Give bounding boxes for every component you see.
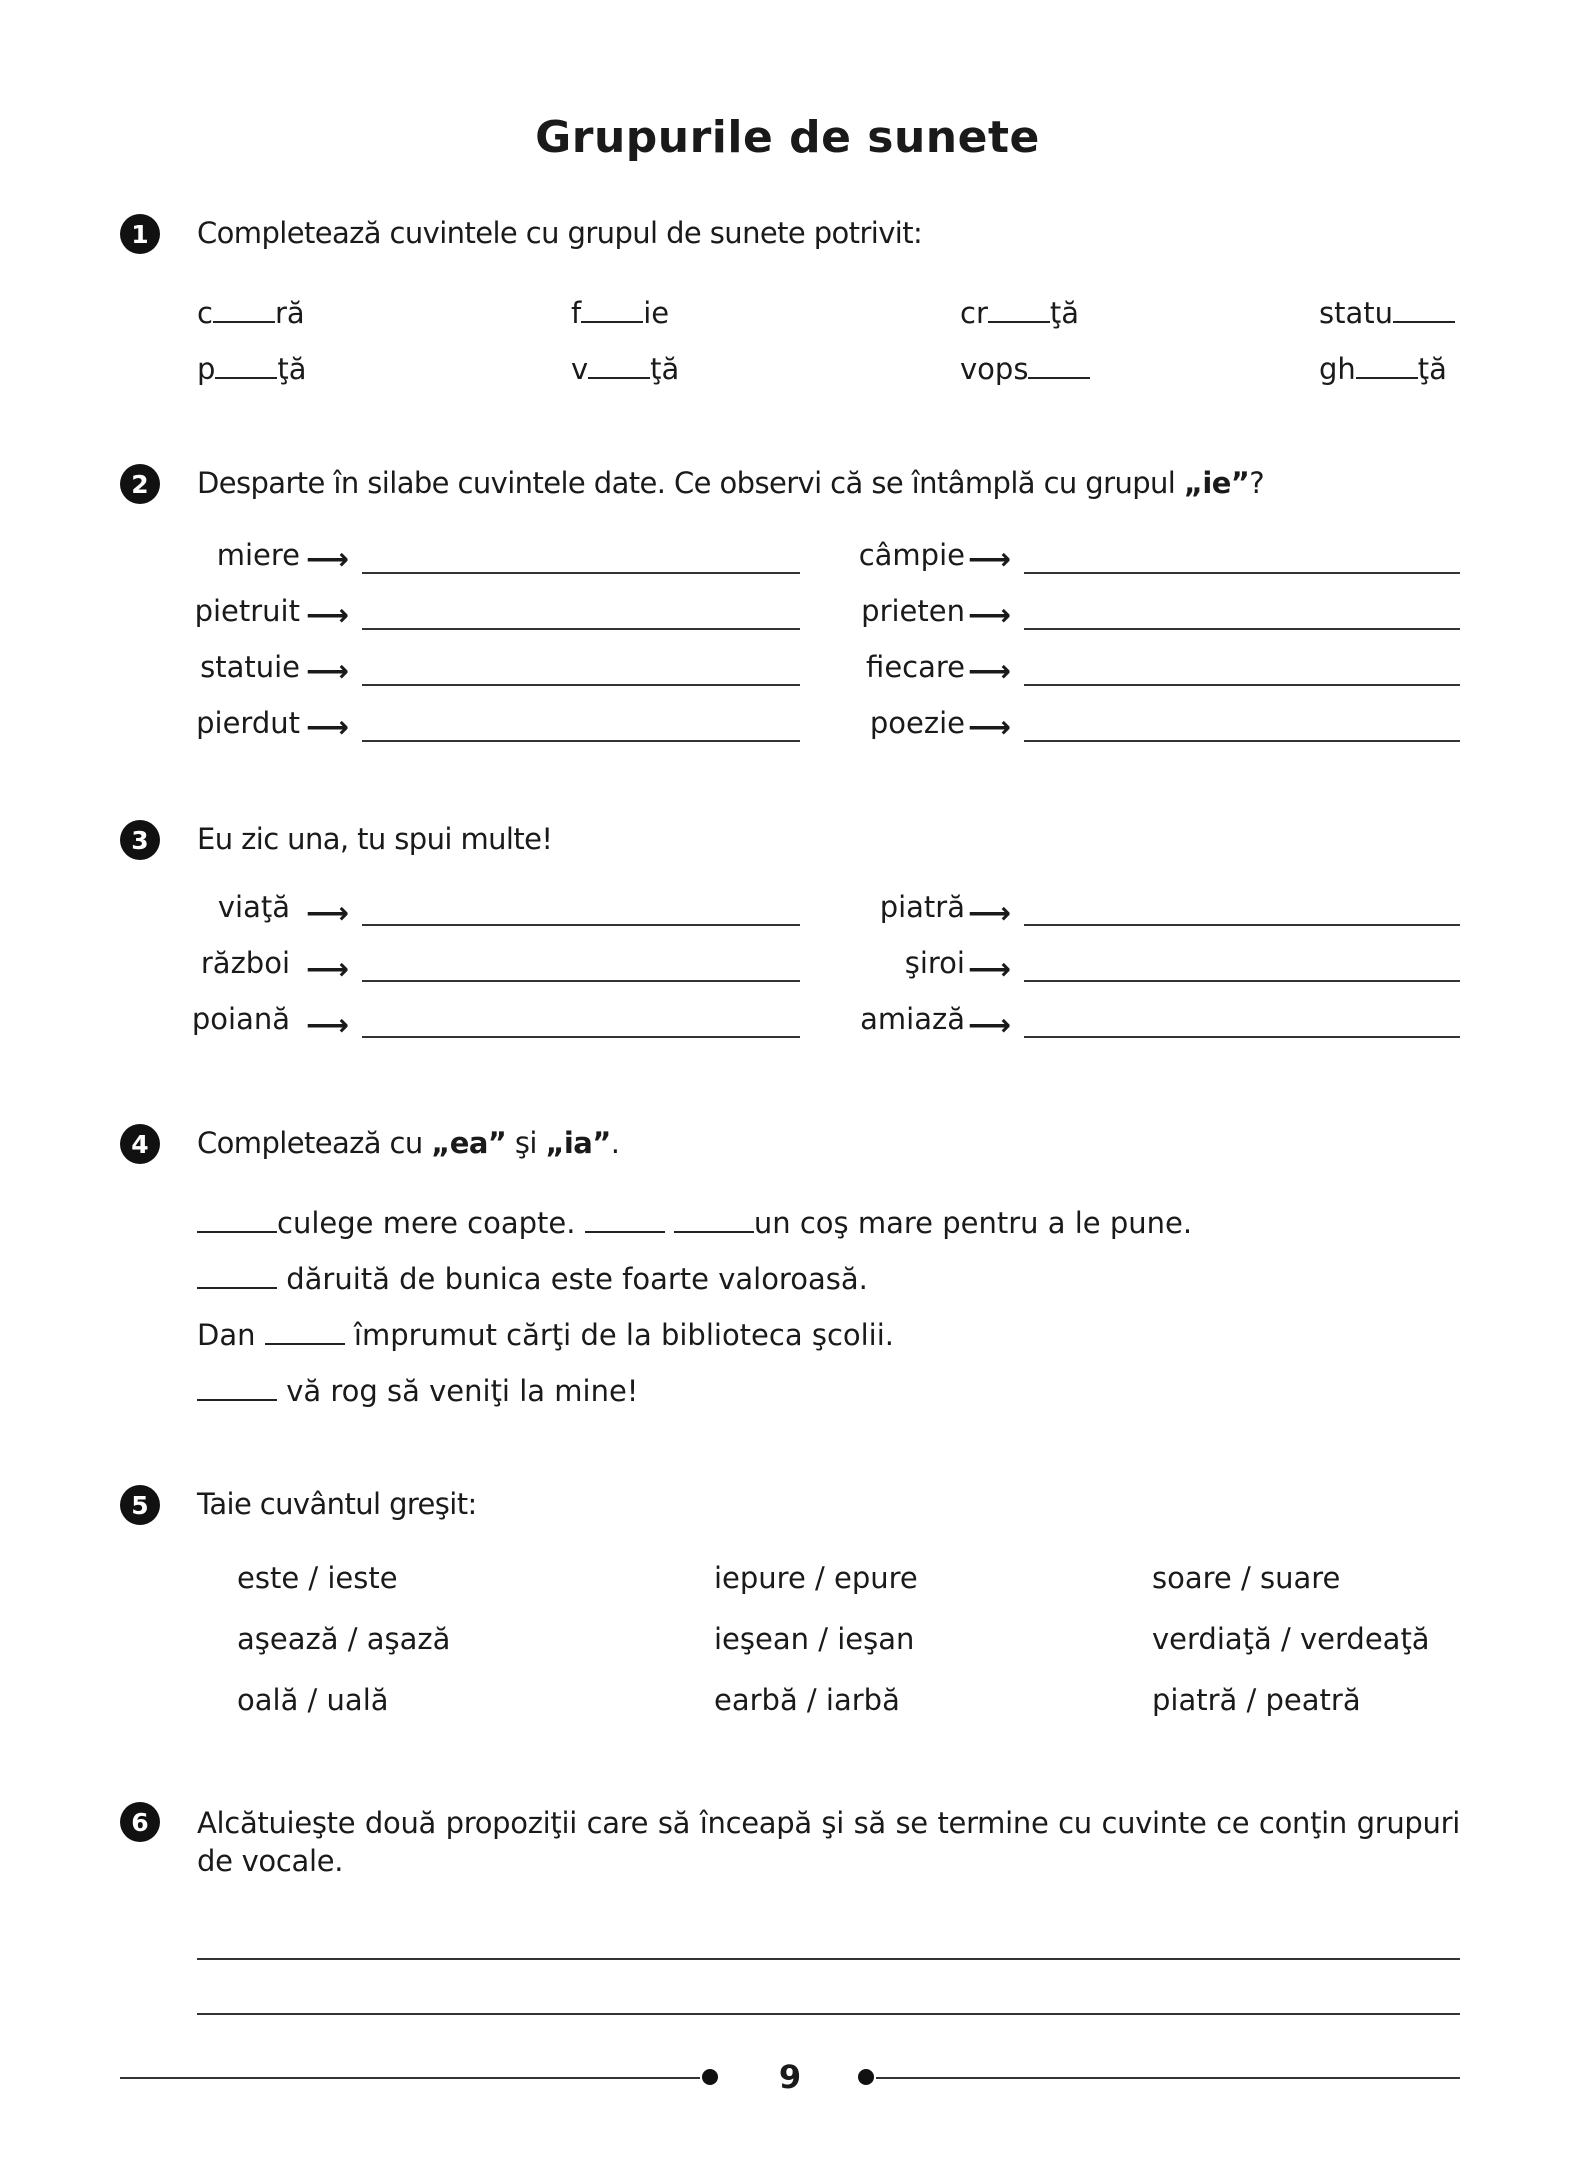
blank[interactable] <box>1393 297 1455 323</box>
blank[interactable] <box>197 1375 277 1401</box>
syllable-row: prieten ⟶ <box>760 594 1460 638</box>
exercise-instruction: Eu zic una, tu spui multe! <box>197 822 553 856</box>
answer-line[interactable] <box>362 740 800 742</box>
arrow-icon: ⟶ <box>968 896 1012 931</box>
arrow-icon: ⟶ <box>306 598 350 633</box>
blank[interactable] <box>213 297 275 323</box>
word-pair[interactable]: earbă / iarbă <box>714 1683 900 1717</box>
plural-row: amiază ⟶ <box>760 1002 1460 1046</box>
answer-line[interactable] <box>362 628 800 630</box>
exercise-4 <box>120 1122 1460 1408</box>
exercise-instruction: Desparte în silabe cuvintele date. Ce observi că se întâmplă cu grupul „ie”? <box>197 466 1265 500</box>
fill-item: statu <box>1319 296 1455 330</box>
arrow-icon: ⟶ <box>968 654 1012 689</box>
plural-row: poiană ⟶ <box>100 1002 800 1046</box>
blank[interactable] <box>581 297 643 323</box>
word-pair[interactable]: iepure / epure <box>714 1561 918 1595</box>
answer-line[interactable] <box>1024 628 1460 630</box>
answer-line[interactable] <box>1024 740 1460 742</box>
answer-line[interactable] <box>1024 1036 1460 1038</box>
arrow-icon: ⟶ <box>306 542 350 577</box>
word-pair[interactable]: ieşean / ieşan <box>714 1622 915 1656</box>
exercise-1 <box>120 212 1460 386</box>
exercise-instruction: Alcătuieşte două propoziţii care să înceapă şi să se termine cu cuvinte ce conţin grupuri de vocale. <box>197 1806 1460 1878</box>
arrow-icon: ⟶ <box>306 654 350 689</box>
syllable-row: pierdut ⟶ <box>100 706 800 750</box>
answer-line[interactable] <box>197 1958 1460 1960</box>
sentence-1: culege mere coapte. un coş mare pentru a le pune. <box>197 1206 1192 1240</box>
arrow-icon: ⟶ <box>306 952 350 987</box>
syllable-row: fiecare ⟶ <box>760 650 1460 694</box>
syllable-row: poezie ⟶ <box>760 706 1460 750</box>
syllable-row: miere ⟶ <box>100 538 800 582</box>
blank[interactable] <box>1356 353 1418 379</box>
answer-line[interactable] <box>362 572 800 574</box>
exercise-6 <box>120 1800 1460 2020</box>
fill-item: c ră <box>197 296 305 330</box>
sentence-2: dăruită de bunica este foarte valoroasă. <box>197 1262 868 1296</box>
exercise-number: 3 <box>120 820 160 860</box>
blank[interactable] <box>197 1263 277 1289</box>
exercise-3 <box>120 818 1460 866</box>
answer-line[interactable] <box>362 980 800 982</box>
bullet-dot <box>702 2069 718 2085</box>
exercise-number: 1 <box>120 214 160 254</box>
footer-rule <box>876 2077 1460 2079</box>
answer-line[interactable] <box>362 1036 800 1038</box>
exercise-number: 4 <box>120 1124 160 1164</box>
fill-grid <box>197 284 1467 404</box>
blank[interactable] <box>674 1207 754 1233</box>
arrow-icon: ⟶ <box>968 1008 1012 1043</box>
word-pair[interactable]: soare / suare <box>1152 1561 1341 1595</box>
blank[interactable] <box>1028 353 1090 379</box>
page-number: 9 <box>778 2058 802 2096</box>
exercise-2 <box>120 462 1460 510</box>
fill-item: cr ţă <box>960 296 1080 330</box>
plural-row: şiroi ⟶ <box>760 946 1460 990</box>
blank[interactable] <box>585 1207 665 1233</box>
page-title: Grupurile de sunete <box>535 112 1040 163</box>
arrow-icon: ⟶ <box>306 1008 350 1043</box>
word-pair[interactable]: oală / uală <box>237 1683 389 1717</box>
exercise-number: 5 <box>120 1485 160 1525</box>
plural-row: război ⟶ <box>100 946 800 990</box>
syllable-row: pietruit ⟶ <box>100 594 800 638</box>
arrow-icon: ⟶ <box>306 710 350 745</box>
syllable-row: câmpie ⟶ <box>760 538 1460 582</box>
exercise-number: 2 <box>120 464 160 504</box>
sentence-4: vă rog să veniţi la mine! <box>197 1374 638 1408</box>
exercise-instruction: Completează cuvintele cu grupul de sunete potrivit: <box>197 216 923 250</box>
arrow-icon: ⟶ <box>306 896 350 931</box>
answer-line[interactable] <box>1024 684 1460 686</box>
word-pair[interactable]: verdiaţă / verdeaţă <box>1152 1622 1430 1656</box>
word-pair[interactable]: este / ieste <box>237 1561 398 1595</box>
word-pair[interactable]: aşează / aşază <box>237 1622 451 1656</box>
arrow-icon: ⟶ <box>968 710 1012 745</box>
footer-rule <box>120 2077 700 2079</box>
fill-item: gh ţă <box>1319 352 1447 386</box>
fill-item: p ţă <box>197 352 307 386</box>
fill-item: v ţă <box>571 352 680 386</box>
arrow-icon: ⟶ <box>968 952 1012 987</box>
bullet-dot <box>858 2069 874 2085</box>
exercise-instruction: Taie cuvântul greşit: <box>197 1487 477 1521</box>
arrow-icon: ⟶ <box>968 542 1012 577</box>
plural-row: piatră ⟶ <box>760 890 1460 934</box>
answer-line[interactable] <box>197 2013 1460 2015</box>
sentence-3: Dan împrumut cărţi de la biblioteca şcolii. <box>197 1318 895 1352</box>
exercise-number: 6 <box>120 1802 160 1842</box>
blank[interactable] <box>988 297 1050 323</box>
blank[interactable] <box>197 1207 277 1233</box>
blank[interactable] <box>588 353 650 379</box>
word-pair[interactable]: piatră / peatră <box>1152 1683 1361 1717</box>
fill-item: f ie <box>571 296 670 330</box>
answer-line[interactable] <box>362 924 800 926</box>
answer-line[interactable] <box>1024 572 1460 574</box>
blank[interactable] <box>215 353 277 379</box>
exercise-5 <box>120 1483 1460 1717</box>
fill-item: vops <box>960 352 1090 386</box>
blank[interactable] <box>265 1319 345 1345</box>
syllable-row: statuie ⟶ <box>100 650 800 694</box>
answer-line[interactable] <box>1024 924 1460 926</box>
answer-line[interactable] <box>1024 980 1460 982</box>
exercise-instruction: Completează cu „ea” şi „ia”. <box>197 1126 620 1160</box>
arrow-icon: ⟶ <box>968 598 1012 633</box>
answer-line[interactable] <box>362 684 800 686</box>
plural-row: viaţă ⟶ <box>100 890 800 934</box>
